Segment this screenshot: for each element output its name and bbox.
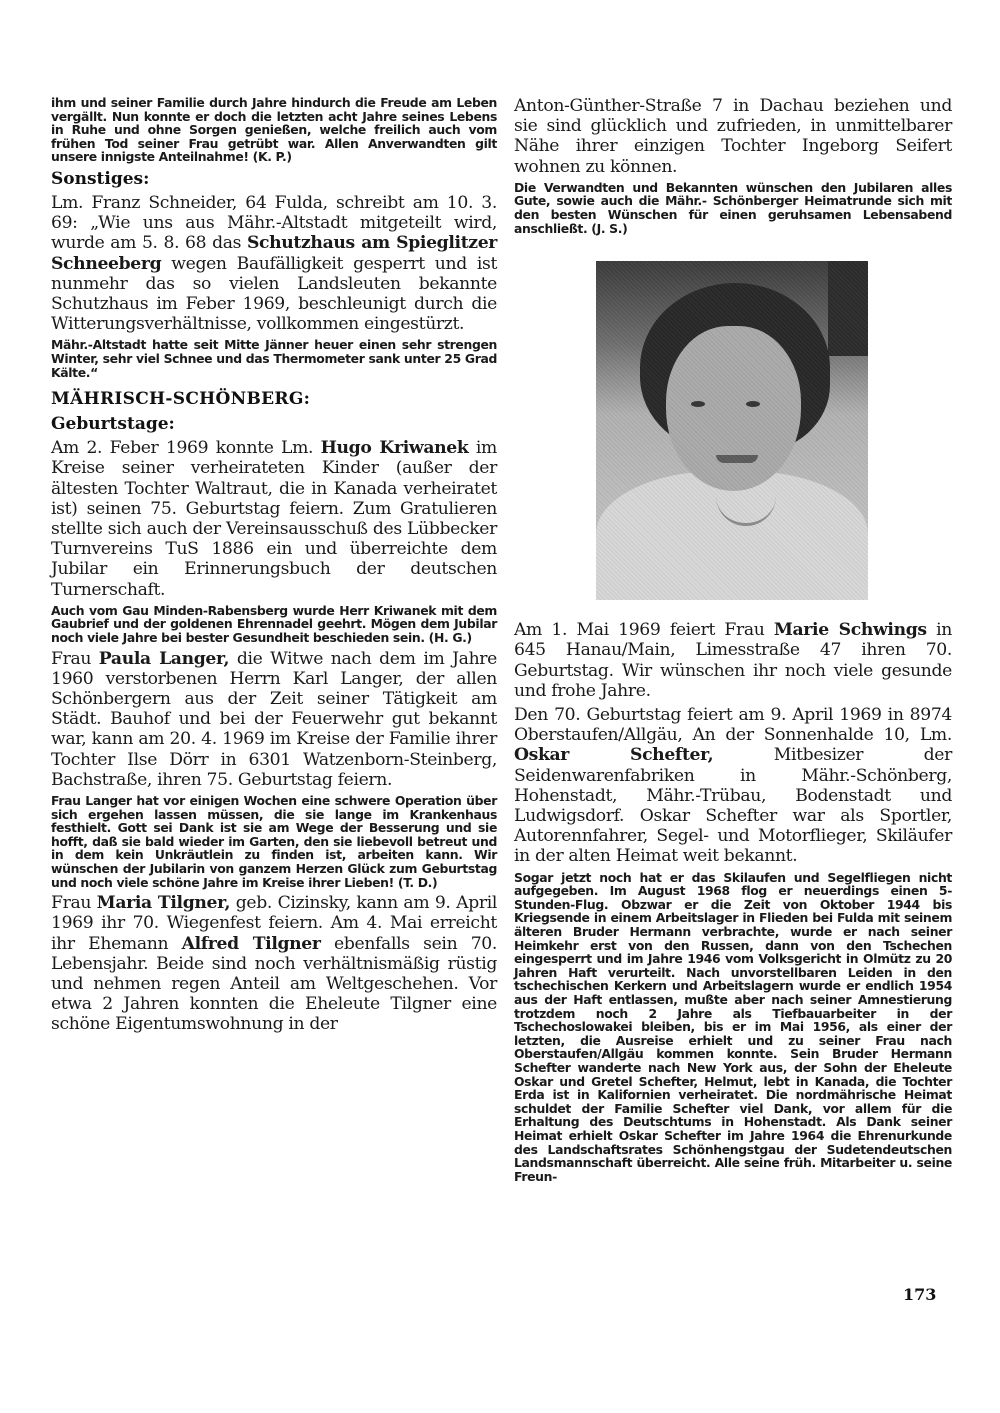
text-run: ebenfalls sein 70. Lebensjahr. Beide sind noch verhältnismäßig rüstig und nehmen regen Anteil am Weltgeschehen. Vor etwa 2 Jahren konnten die Eheleute Tilgner eine schöne Eigentumswohnung in der bbox=[51, 933, 497, 1035]
langer-small-paragraph: Frau Langer hat vor einigen Wochen eine schwere Operation über sich ergehen lassen müssen, die sie lange im Krankenhaus festhielt. Gott sei Dank ist sie am Wege der Besserung und sie hofft, daß sie bald wieder im Garten, den sie liebevoll betreut und in dem kein Unkräutlein zu finden ist, arbeiten kann. Wir wünschen der Jubilarin von ganzem Herzen Glück zum Geburtstag und noch viele schöne Jahre im Kreise ihrer Lieben! (T. D.) bbox=[51, 793, 497, 890]
tilgner-continued-paragraph: Anton-Günther-Straße 7 in Dachau beziehen und sie sind glücklich und zufrieden, in unmittelbarer Nähe ihrer einzigen Tochter Ingeborg Seifert wohnen zu können. bbox=[514, 96, 952, 177]
text-run: in 645 Hanau/Main, Limesstraße 47 ihren 70. Geburtstag. Wir wünschen ihr noch viele gesunde und frohe Jahre. bbox=[514, 620, 953, 701]
bold-schutzhaus: Schutzhaus am Spieglitzer Schneeberg bbox=[51, 233, 497, 274]
heading-geburtstage: Geburtstage: bbox=[51, 414, 175, 435]
tilgner-small-paragraph: Die Verwandten und Bekannten wünschen den Jubilaren alles Gute, sowie auch die Mähr.- Schönberger Heimatrunde sich mit den besten Wünschen für einen geruhsamen Lebensabend anschließt. (J. S.) bbox=[514, 179, 952, 236]
heading-sonstiges: Sonstiges: bbox=[51, 168, 150, 189]
text-run: Am 2. Feber 1969 konnte Lm. bbox=[51, 438, 321, 459]
schefter-small-paragraph: Sogar jetzt noch hat er das Skilaufen und Segelfliegen nicht aufgegeben. Im August 1968 flog er neuerdings einen 5-Stunden-Flug. Obzwar er die Zeit von Oktober 1944 bis Kriegsende in einem Arbeitslager in Flieden bei Fulda mit seinem älteren Bruder Hermann verbrachte, wurde er nach seiner Heimkehr erst von den Russen, dann von den Tschechen eingesperrt und im Jahre 1946 vom Volksgericht in Olmütz zu 20 Jahren Haft verurteilt. Nach unvorstellbaren Leiden in den tschechischen Kerkern und Arbeitslagern wurde er endlich 1954 aus der Haft entlassen, mußte aber nach seiner Amnestierung trotzdem noch 2 Jahre als Tiefbauarbeiter in der Tschechoslowakei bleiben, bis er im Mai 1956, als einer der letzten, die Ausreise erhielt und zu seiner Frau nach Oberstaufen/Allgäu kommen konnte. Sein Bruder Hermann Schefter wanderte nach New York aus, der Sohn der Eheleute Oskar und Gretel Schefter, Helmut, lebt in Kanada, die Tochter Erda ist in Kalifornien verheiratet. Die nordmährische Heimat schuldet der Familie Schefter viel Dank, vor allem für die Erhaltung des Deutschtums in Hohenstadt. Als Dank seiner Heimat erhielt Oskar Schefter im Jahre 1964 die Ehrenurkunde des Landschaftsrates Schönhengstgau der Sudetendeutschen Landsmannschaft überreicht. Alle seine früh. Mitarbeiter u. seine Freun- bbox=[514, 869, 952, 1184]
text-run: Am 1. Mai 1969 feiert Frau bbox=[514, 620, 774, 641]
text-run: Den 70. Geburtstag feiert am 9. April 1969 in 8974 Oberstaufen/Allgäu, An der Sonnenhalde 10, Lm. bbox=[514, 705, 952, 746]
text-run: die Witwe nach dem im Jahre 1960 verstorbenen Herrn Karl Langer, der allen Schönbergern aus der Zeit seiner Tätigkeit am Städt. Bauhof und bei der Feuerwehr gut bekannt war, kann am 20. 4. 1969 im Kreise der Familie ihrer Tochter Ilse Dörr in 6301 Watzenborn-Steinberg, Bachstraße, ihren 75. Geburtstag feiern. bbox=[51, 648, 497, 790]
left-column bbox=[51, 96, 497, 1035]
right-column bbox=[514, 96, 952, 1183]
text-run: Frau bbox=[51, 893, 97, 914]
portrait-photo bbox=[596, 261, 868, 600]
winter-paragraph: Mähr.-Altstadt hatte seit Mitte Jänner heuer einen sehr strengen Winter, sehr viel Schnee und das Thermometer sank unter 25 Grad Kälte.“ bbox=[51, 337, 497, 380]
bold-name-kriwanek: Hugo Kriwanek bbox=[320, 438, 469, 459]
kriwanek-small-paragraph: Auch vom Gau Minden-Rabensberg wurde Herr Kriwanek mit dem Gaubrief und der goldenen Ehrennadel geehrt. Mögen dem Jubilar noch viele Jahre bei bester Gesundheit beschieden sein. (H. G.) bbox=[51, 602, 497, 645]
tilgner-paragraph bbox=[51, 893, 497, 1034]
text-run: Mitbesizer der Seidenwarenfabriken in Mähr.-Schönberg, Hohenstadt, Mähr.-Trübau, Bodenstadt und Ludwigsdorf. Oskar Schefter war als Sportler, Autorennfahrer, Segel- und Motorflieger, Skiläufer in der alten Heimat weit bekannt. bbox=[514, 745, 952, 867]
text-run: Lm. Franz Schneider, 64 Fulda, schreibt am 10. 3. 69: „Wie uns aus Mähr.-Altstadt mitgeteilt wird, wurde am 5. 8. 68 das bbox=[51, 192, 497, 254]
text-run: im Kreise seiner verheirateten Kinder (außer der ältesten Tochter Waltraut, die in Kanada verheiratet ist) seinen 75. Geburtstag feiern. Zum Gratulieren stellte sich auch der Vereinsausschuß des Lübbecker Turnvereins TuS 1886 ein und überreichte dem Jubilar ein Erinnerungsbuch der deutschen Turnerschaft. bbox=[51, 438, 497, 600]
heading-maehrisch-schoenberg: MÄHRISCH-SCHÖNBERG: bbox=[51, 389, 311, 410]
bold-name-langer: Paula Langer, bbox=[98, 648, 230, 669]
text-run: geb. Cizinsky, kann am 9. April 1969 ihr 70. Wiegenfest feiern. Am 4. Mai erreicht ihr Ehemann bbox=[51, 893, 498, 954]
bold-name-schefter: Oskar Schefter, bbox=[514, 745, 714, 766]
bold-name-schwings: Marie Schwings bbox=[773, 620, 927, 641]
bold-name-alfred-tilgner: Alfred Tilgner bbox=[181, 933, 321, 954]
kriwanek-paragraph bbox=[51, 438, 497, 600]
schefter-paragraph bbox=[514, 705, 952, 867]
bold-name-maria-tilgner: Maria Tilgner, bbox=[96, 893, 231, 914]
obituary-ending-paragraph: ihm und seiner Familie durch Jahre hindurch die Freude am Leben vergällt. Nun konnte er doch die letzten acht Jahre seines Lebens in Ruhe und ohne Sorgen genießen, welche freilich auch vom frühen Tod seiner Frau getrübt war. Allen Anverwandten gilt unsere innigste Anteilnahme! (K. P.) bbox=[51, 95, 497, 165]
schwings-paragraph bbox=[514, 620, 952, 701]
schutzhaus-paragraph bbox=[51, 193, 497, 334]
text-run: wegen Baufälligkeit gesperrt und ist nunmehr das so vielen Landsleuten bekannte Schutzhaus im Feber 1969, beschleunigt durch die Witterungsverhältnisse, vollkommen eingestürzt. bbox=[51, 253, 497, 335]
langer-paragraph bbox=[51, 649, 497, 790]
text-run: Frau bbox=[51, 648, 99, 669]
page-number: 173 bbox=[903, 1285, 937, 1304]
